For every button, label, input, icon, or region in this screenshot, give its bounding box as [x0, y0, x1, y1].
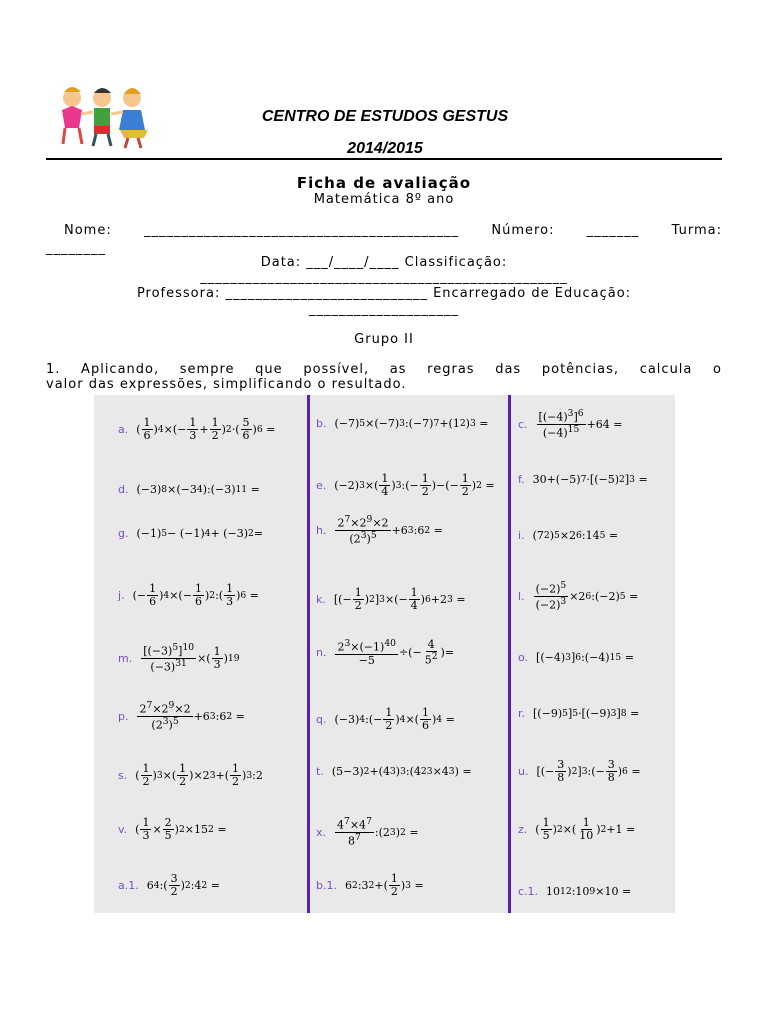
- exercise-r: r. [(−9) 5 ] 5 ·[(−9) 3 ] 8 =: [518, 707, 640, 720]
- exercise-p: p. $\frac{2^7\times 2^9\times 2}{(2^3)^5}$ +6 3 :6 2 =: [118, 700, 245, 732]
- column-divider-2: [508, 395, 511, 913]
- form-line-name: Nome: __________________________________________ Número: _______ Turma:: [64, 223, 722, 238]
- exercise-d: d. (−3) 8 ×(−3 4 ):(−3) 11 =: [118, 483, 260, 496]
- exercise-sheet: [94, 395, 675, 913]
- exercise-a: a. ( $\frac{1}{6}$ ) 4 ×(− $\frac{1}{3}$ + $\frac{1}{2}$ ) 2 ·( $\frac{5}{6}$ ) 6 =: [118, 416, 276, 443]
- exercise-u: u. [(− $\frac{3}{8}$ ) 2 ] 3 :(− $\frac{3}{8}$ ) 6 =: [518, 758, 641, 785]
- exercise-b: b. (−7) 5 ×(−7) 3 :(−7) 7 +(1 2 ) 3 =: [316, 417, 489, 430]
- form-line-date: Data: ___/____/____ Classificação:: [260, 255, 508, 270]
- page-title: Ficha de avaliação: [296, 174, 472, 192]
- header-divider: [46, 158, 722, 160]
- exercise-t: t. (5−3) 2 +(4 3 ) 3 :(4 2 3 ×4 3 ) =: [316, 765, 472, 778]
- exercise-z: z. ( $\frac{1}{5}$ ) 2 ×( $\frac{1}{10}$ ) 2 +1 =: [518, 816, 636, 843]
- exercise-c: c. $\frac{[(-4)^3]^6}{(-4)^{15}}$ +64 =: [518, 408, 623, 440]
- question-line-1: 1. Aplicando, sempre que possível, as regras das potências, calcula o: [46, 362, 722, 377]
- exercise-o: o. [(−4) 3 ] 6 :(−4) 15 =: [518, 651, 634, 664]
- exercise-v: v. ( $\frac{1}{3}$ × $\frac{2}{5}$ ) 2 ×15 2 =: [118, 816, 227, 843]
- group-heading: Grupo II: [354, 332, 414, 347]
- page-subtitle: Matemática 8º ano: [313, 192, 455, 207]
- exercise-s: s. ( $\frac{1}{2}$ ) 3 ×( $\frac{1}{2}$ )×2 3 +( $\frac{1}{2}$ ) 3 :2: [118, 762, 263, 789]
- school-year: 2014/2015: [347, 140, 423, 157]
- exercise-n: n. $\frac{2^3\times(-1)^{40}}{-5}$ ÷(− $\frac{4}{5^2}$ )=: [316, 638, 455, 667]
- exercise-c1: c.1. 10 12 :10 9 ×10 =: [518, 885, 632, 898]
- question-line-2: valor das expressões, simplificando o resultado.: [46, 377, 407, 392]
- exercise-e: e. (−2) 3 ×( $\frac{1}{4}$ ) 3 :(− $\frac{1}{2}$ )−(− $\frac{1}{2}$ ) 2 =: [316, 472, 495, 499]
- exercise-h: h. $\frac{2^7\times 2^9\times 2}{(2^3)^5}$ +6 3 :6 2 =: [316, 514, 443, 546]
- exercise-i: i. (7 2 ) 5 ×2 6 :14 5 =: [518, 529, 619, 542]
- exercise-l: l. $\frac{(-2)^5}{(-2)^3}$ ×2 6 :(−2) 5 =: [518, 580, 639, 612]
- form-line-teacher: Professora: ___________________________ Encarregado de Educação:: [136, 286, 632, 301]
- exercise-b1: b.1. 6 2 :3 2 +( $\frac{1}{2}$ ) 3 =: [316, 872, 424, 899]
- exercise-j: j. (− $\frac{1}{6}$ ) 4 ×(− $\frac{1}{6}$ ) 2 :( $\frac{1}{3}$ ) 6 =: [118, 582, 259, 609]
- column-divider-1: [307, 395, 310, 913]
- school-logo: [50, 84, 155, 152]
- exercise-m: m. $\frac{[(-3)^5]^{10}}{(-3)^{31}}$ ×( $\frac{1}{3}$ ) 19: [118, 642, 240, 674]
- exercise-q: q. (−3) 4 :(− $\frac{1}{2}$ ) 4 ×( $\frac{1}{6}$ ) 4 =: [316, 706, 455, 733]
- form-line-teacher-cont: ____________________: [309, 302, 459, 317]
- form-line-name-cont: ________: [46, 241, 106, 256]
- exercise-x: x. $\frac{4^7\times 4^7}{8^7}$ :(2 3 ) 2 =: [316, 816, 419, 848]
- exercise-f: f. 30+(−5) 7 ·[(−5) 2 ] 3 =: [518, 473, 648, 486]
- exercise-g: g. (−1) 5 − (−1) 4 + (−3) 2 =: [118, 527, 264, 540]
- form-line-date-cont: _________________________________________________: [200, 270, 568, 285]
- exercise-a1: a.1. 6 4 :( $\frac{3}{2}$ ) 2 :4 2 =: [118, 872, 220, 899]
- exercise-k: k. [(− $\frac{1}{2}$ ) 2 ] 3 ×(− $\frac{1}{4}$ ) 6 +2 3 =: [316, 586, 466, 613]
- school-name: CENTRO DE ESTUDOS GESTUS: [261, 108, 509, 125]
